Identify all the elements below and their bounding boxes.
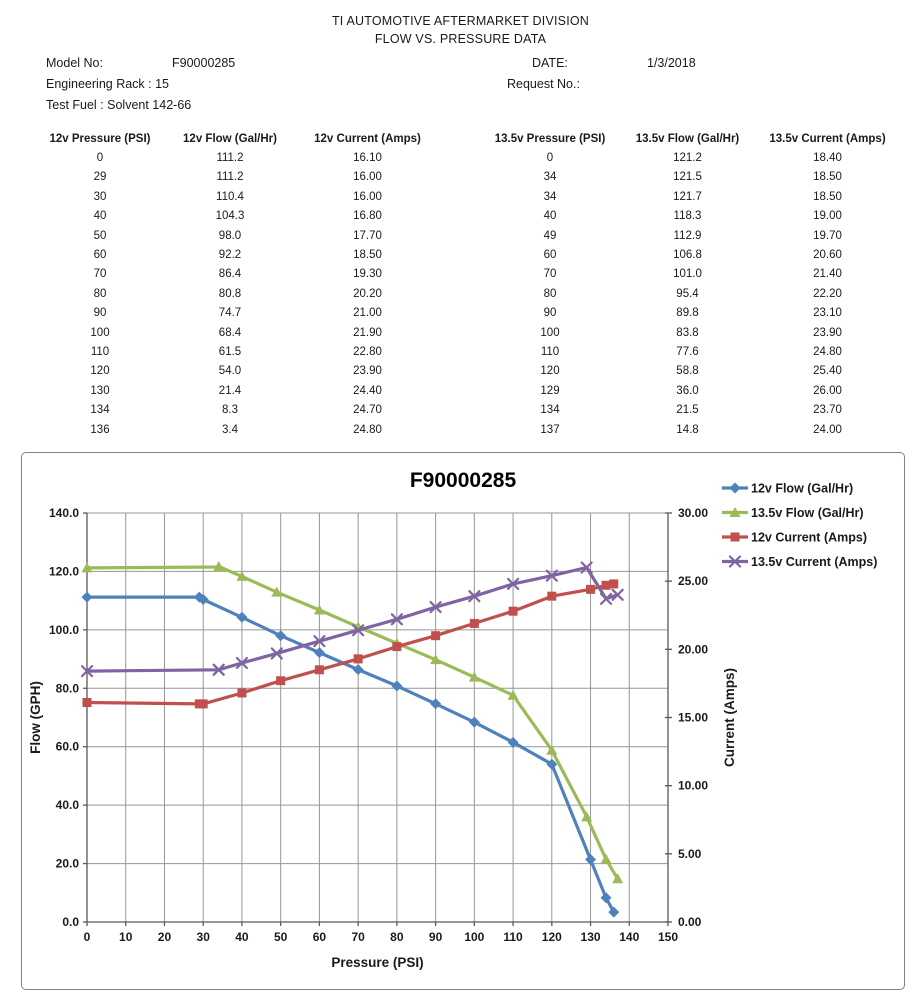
table-row <box>40 148 900 167</box>
table-row <box>40 304 900 323</box>
date-value: 1/3/2018 <box>647 56 696 70</box>
table-cell: 16.10 <box>353 152 382 165</box>
x-tick-label: 20 <box>157 930 172 944</box>
chart-title: F90000285 <box>409 469 517 492</box>
x-tick-label: 70 <box>351 930 365 944</box>
table-cell: 16.00 <box>353 171 382 184</box>
date-label: DATE: <box>532 56 568 70</box>
table-cell: 121.2 <box>673 152 702 165</box>
model-no-label: Model No: <box>46 56 103 70</box>
legend-label: 12v Flow (Gal/Hr) <box>751 481 854 496</box>
series-line <box>87 597 614 912</box>
table-cell: 111.2 <box>216 152 244 165</box>
engineering-rack-line: Engineering Rack : 15 <box>46 77 169 91</box>
table-row <box>40 284 900 303</box>
x-tick-label: 130 <box>580 930 601 944</box>
series-12v-current-amps- <box>83 579 619 708</box>
table-cell: 60 <box>543 249 557 262</box>
table-cell: 23.70 <box>813 404 842 417</box>
table-cell: 23.10 <box>813 307 842 320</box>
x-tick-label: 110 <box>503 930 523 944</box>
table-row <box>40 342 900 361</box>
right-tick-label: 15.00 <box>678 710 709 725</box>
table-cell: 18.50 <box>353 249 382 262</box>
table-cell: 106.8 <box>673 249 702 262</box>
series-line <box>87 584 614 704</box>
table-header-cell: 13.5v Current (Amps) <box>769 132 886 145</box>
table-cell: 54.0 <box>218 365 242 378</box>
table-cell: 104.3 <box>215 210 245 223</box>
table-cell: 21.00 <box>353 307 382 320</box>
table-cell: 80 <box>543 287 557 300</box>
table-cell: 61.5 <box>218 345 242 358</box>
table-cell: 49 <box>543 229 557 242</box>
table-cell: 70 <box>543 268 557 281</box>
table-cell: 21.5 <box>676 404 699 417</box>
table-row <box>40 362 900 381</box>
table-header-cell: 12v Current (Amps) <box>314 132 421 145</box>
table-cell: 70 <box>93 268 107 281</box>
table-cell: 90 <box>543 307 557 320</box>
table-cell: 22.80 <box>353 345 382 358</box>
table-row <box>40 420 900 439</box>
series-13.5v-flow-gal-hr- <box>82 561 624 883</box>
table-cell: 129 <box>540 384 560 397</box>
left-tick-label: 60.0 <box>55 739 79 754</box>
table-cell: 121.5 <box>673 171 702 184</box>
right-tick-label: 0.00 <box>678 915 702 929</box>
table-cell: 18.50 <box>813 190 842 203</box>
table-cell: 137 <box>540 423 560 436</box>
table-header-cell: 12v Pressure (PSI) <box>49 132 151 145</box>
series-markers <box>83 579 619 708</box>
left-tick-label: 100.0 <box>48 622 79 637</box>
right-tick-label: 5.00 <box>678 846 702 861</box>
table-cell: 24.00 <box>813 423 842 436</box>
left-axis-title: Flow (GPH) <box>28 681 43 754</box>
x-tick-label: 10 <box>119 930 133 944</box>
table-cell: 22.20 <box>813 287 842 300</box>
table-cell: 23.90 <box>353 365 382 378</box>
table-cell: 80.8 <box>218 287 242 300</box>
table-cell: 136 <box>90 423 110 436</box>
series-markers <box>82 561 624 883</box>
table-cell: 74.7 <box>218 307 242 320</box>
table-cell: 111.2 <box>216 171 244 184</box>
table-row <box>40 400 900 419</box>
table-cell: 19.30 <box>353 268 382 281</box>
table-cell: 77.6 <box>676 345 699 358</box>
left-tick-label: 140.0 <box>48 506 79 520</box>
table-cell: 8.3 <box>222 404 238 417</box>
table-cell: 16.80 <box>353 210 382 223</box>
table-cell: 34 <box>543 171 557 184</box>
x-tick-label: 80 <box>390 930 404 944</box>
x-tick-label: 150 <box>657 930 679 944</box>
table-cell: 20.20 <box>353 287 382 300</box>
table-row <box>40 168 900 187</box>
table-cell: 90 <box>93 307 107 320</box>
table-cell: 30 <box>93 190 107 203</box>
table-header-row <box>40 129 900 148</box>
table-cell: 100 <box>90 326 110 339</box>
table-cell: 16.00 <box>353 190 382 203</box>
table-cell: 83.8 <box>676 326 699 339</box>
chart-gridlines <box>87 513 668 922</box>
table-row <box>40 245 900 264</box>
test-fuel-line: Test Fuel : Solvent 142-66 <box>46 98 192 112</box>
flow-pressure-table <box>40 129 900 439</box>
table-cell: 118.3 <box>673 210 702 223</box>
table-row <box>40 265 900 284</box>
table-cell: 24.70 <box>353 404 382 417</box>
series-markers <box>82 592 620 918</box>
table-cell: 0 <box>546 152 554 165</box>
table-cell: 19.00 <box>813 210 842 223</box>
report-title-line2: FLOW VS. PRESSURE DATA <box>374 32 547 46</box>
right-tick-label: 30.00 <box>678 506 709 520</box>
table-header-cell: 12v Flow (Gal/Hr) <box>183 132 277 145</box>
table-cell: 110 <box>540 345 560 358</box>
table-cell: 24.80 <box>813 345 842 358</box>
series-line <box>87 567 618 879</box>
x-tick-label: 30 <box>196 930 210 944</box>
table-cell: 95.4 <box>676 287 699 300</box>
right-axis-title: Current (Amps) <box>722 667 737 768</box>
model-no-value: F90000285 <box>172 56 236 70</box>
table-cell: 120 <box>90 365 110 378</box>
left-tick-label: 80.0 <box>55 681 79 696</box>
table-cell: 21.90 <box>353 326 382 339</box>
table-cell: 23.90 <box>813 326 842 339</box>
table-cell: 92.2 <box>218 249 242 262</box>
table-cell: 17.70 <box>353 229 382 242</box>
table-cell: 121.7 <box>673 190 702 203</box>
table-cell: 58.8 <box>676 365 699 378</box>
table-header-cell: 13.5v Pressure (PSI) <box>494 132 606 145</box>
table-cell: 120 <box>540 365 560 378</box>
table-row <box>40 187 900 206</box>
table-cell: 101.0 <box>673 268 702 281</box>
table-row <box>40 381 900 400</box>
table-cell: 36.0 <box>676 384 699 397</box>
table-row <box>40 323 900 342</box>
report-title-line1: TI AUTOMOTIVE AFTERMARKET DIVISION <box>331 14 590 28</box>
series-12v-flow-gal-hr- <box>82 592 620 918</box>
table-cell: 14.8 <box>676 423 699 436</box>
x-axis-title: Pressure (PSI) <box>331 955 424 970</box>
x-tick-label: 100 <box>464 930 485 944</box>
right-tick-label: 20.00 <box>678 642 709 657</box>
table-cell: 60 <box>93 249 107 262</box>
table-cell: 130 <box>90 384 110 397</box>
table-row <box>40 207 900 226</box>
table-cell: 110 <box>90 345 110 358</box>
series-line <box>87 568 618 672</box>
table-cell: 98.0 <box>218 229 242 242</box>
table-cell: 29 <box>93 171 107 184</box>
table-cell: 50 <box>93 229 107 242</box>
x-tick-label: 120 <box>541 930 562 944</box>
table-row <box>40 226 900 245</box>
table-cell: 20.60 <box>813 249 842 262</box>
x-tick-label: 90 <box>428 930 443 944</box>
x-tick-label: 0 <box>83 930 91 944</box>
table-cell: 0 <box>96 152 104 165</box>
table-cell: 34 <box>543 190 557 203</box>
table-cell: 18.40 <box>813 152 842 165</box>
table-cell: 112.9 <box>673 229 702 242</box>
table-cell: 26.00 <box>813 384 842 397</box>
table-cell: 100 <box>540 326 560 339</box>
table-cell: 40 <box>93 210 107 223</box>
legend-label: 13.5v Current (Amps) <box>751 555 878 569</box>
table-cell: 3.4 <box>222 423 238 436</box>
x-tick-label: 60 <box>312 930 327 944</box>
table-cell: 24.80 <box>353 423 382 436</box>
table-header-cell: 13.5v Flow (Gal/Hr) <box>635 132 740 145</box>
left-tick-label: 120.0 <box>48 564 79 579</box>
left-tick-label: 40.0 <box>55 798 79 813</box>
chart-svg <box>22 453 904 989</box>
table-cell: 86.4 <box>218 268 242 281</box>
right-tick-label: 10.00 <box>678 778 709 793</box>
x-tick-label: 140 <box>619 930 640 944</box>
table-cell: 80 <box>93 287 107 300</box>
table-cell: 19.70 <box>813 229 842 242</box>
chart-legend <box>722 482 877 570</box>
x-tick-label: 40 <box>235 930 249 944</box>
table-cell: 21.4 <box>218 384 242 397</box>
table-cell: 18.50 <box>813 171 842 184</box>
table-cell: 25.40 <box>813 365 842 378</box>
right-tick-label: 25.00 <box>678 574 709 589</box>
flow-vs-pressure-chart <box>21 452 905 990</box>
left-tick-label: 20.0 <box>55 856 79 871</box>
table-cell: 134 <box>90 404 110 417</box>
table-cell: 110.4 <box>216 190 244 203</box>
legend-label: 13.5v Flow (Gal/Hr) <box>751 506 864 520</box>
left-tick-label: 0.0 <box>62 915 79 929</box>
legend-label: 12v Current (Amps) <box>751 530 867 545</box>
table-cell: 40 <box>543 210 557 223</box>
table-cell: 24.40 <box>353 384 382 397</box>
request-no-label: Request No.: <box>507 77 580 91</box>
table-cell: 134 <box>540 404 560 417</box>
table-cell: 89.8 <box>676 307 699 320</box>
table-cell: 68.4 <box>218 326 242 339</box>
table-cell: 21.40 <box>813 268 842 281</box>
x-tick-label: 50 <box>273 930 288 944</box>
